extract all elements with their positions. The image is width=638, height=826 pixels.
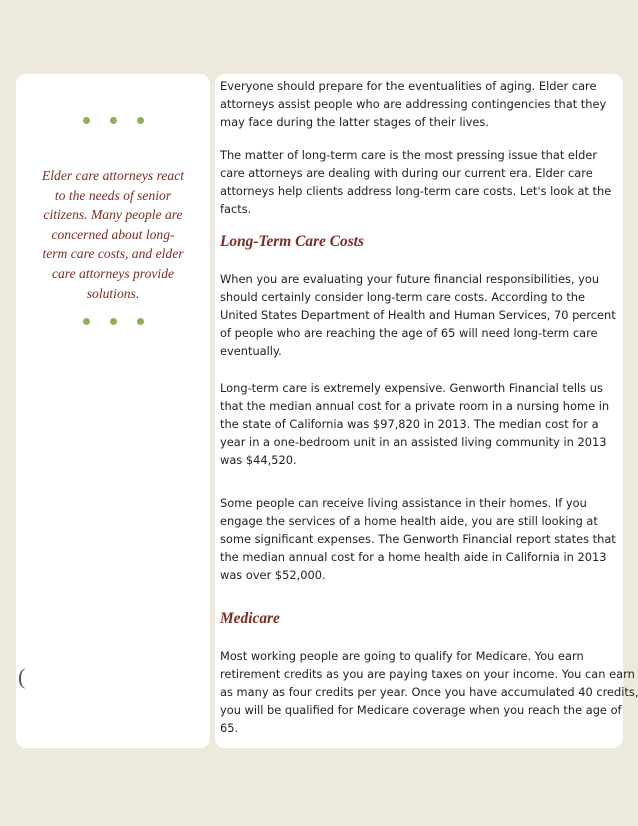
pull-quote-line: care attorneys provide bbox=[51, 265, 175, 281]
pull-quote bbox=[30, 166, 196, 303]
text-line: facts. bbox=[220, 202, 252, 216]
text-line: of people who are reaching the age of 65 will need long-term care bbox=[220, 326, 598, 340]
text-line: should certainly consider long-term care costs. According to the bbox=[220, 290, 586, 304]
pull-quote-line: Elder care attorneys react bbox=[41, 168, 185, 183]
text-line: that the median annual cost for a private room in a nursing home in bbox=[220, 399, 610, 413]
text-line: When you are evaluating your future financial responsibilities, you bbox=[220, 272, 600, 286]
text-line: care attorneys are dealing with during our current era. Elder care bbox=[220, 166, 593, 180]
paragraph-long-term-care-matter bbox=[220, 146, 620, 218]
heading-medicare: Medicare bbox=[220, 610, 280, 627]
paragraph-intro bbox=[220, 77, 620, 131]
dot-icon bbox=[110, 318, 117, 325]
paragraph-medicare bbox=[220, 647, 638, 737]
text-line: Most working people are going to qualify for Medicare. You earn bbox=[220, 649, 584, 663]
article-panel bbox=[215, 74, 638, 748]
text-line: United States Department of Health and Human Services, 70 percent bbox=[220, 308, 616, 322]
text-line: as many as four credits per year. Once you have accumulated 40 credits, bbox=[220, 685, 638, 699]
paragraph-financial-responsibilities bbox=[220, 270, 620, 360]
text-line: retirement credits as you are paying taxes on your income. You can earn bbox=[220, 667, 635, 681]
text-line: eventually. bbox=[220, 344, 282, 358]
text-line: attorneys help clients address long-term care costs. Let's look at the bbox=[220, 184, 612, 198]
text-line: engage the services of a home health aide, you are still looking at bbox=[220, 514, 598, 528]
stray-parenthesis: ( bbox=[18, 664, 26, 689]
text-line: attorneys assist people who are addressing contingencies that they bbox=[220, 97, 607, 111]
text-line: Some people can receive living assistance in their homes. If you bbox=[220, 496, 587, 510]
text-line: may face during the latter stages of their lives. bbox=[220, 115, 489, 129]
text-line: year in a one-bedroom unit in an assisted living community in 2013 bbox=[220, 435, 607, 449]
text-line: you will be qualified for Medicare coverage when you reach the age of bbox=[220, 703, 622, 717]
pull-quote-line: term care costs, and elder bbox=[42, 246, 184, 262]
pull-quote-line: citizens. Many people are bbox=[43, 207, 183, 223]
pull-quote-line: concerned about long- bbox=[51, 226, 175, 242]
text-line: Long-term care is extremely expensive. Genworth Financial tells us bbox=[220, 381, 603, 395]
decorative-dots-bottom bbox=[16, 318, 210, 325]
dot-icon bbox=[110, 117, 117, 124]
text-line: the state of California was $97,820 in 2013. The median cost for a bbox=[220, 417, 599, 431]
sidebar-panel bbox=[16, 74, 210, 748]
text-line: the median annual cost for a home health aide in California in 2013 bbox=[220, 550, 607, 564]
text-line: The matter of long-term care is the most pressing issue that elder bbox=[220, 148, 598, 162]
pull-quote-line: solutions. bbox=[86, 285, 140, 301]
text-line: was $44,520. bbox=[220, 453, 297, 467]
dot-icon bbox=[83, 318, 90, 325]
dot-icon bbox=[83, 117, 90, 124]
pull-quote-line: to the needs of senior bbox=[54, 187, 172, 203]
text-line: some significant expenses. The Genworth Financial report states that bbox=[220, 532, 616, 546]
text-line: was over $52,000. bbox=[220, 568, 326, 582]
decorative-dots-top bbox=[16, 117, 210, 124]
heading-long-term-care-costs: Long-Term Care Costs bbox=[220, 233, 364, 250]
paragraph-expensive-care bbox=[220, 379, 620, 469]
dot-icon bbox=[137, 117, 144, 124]
paragraph-home-assistance bbox=[220, 494, 620, 584]
text-line: Everyone should prepare for the eventualities of aging. Elder care bbox=[220, 79, 597, 93]
dot-icon bbox=[137, 318, 144, 325]
text-line: 65. bbox=[220, 721, 239, 735]
